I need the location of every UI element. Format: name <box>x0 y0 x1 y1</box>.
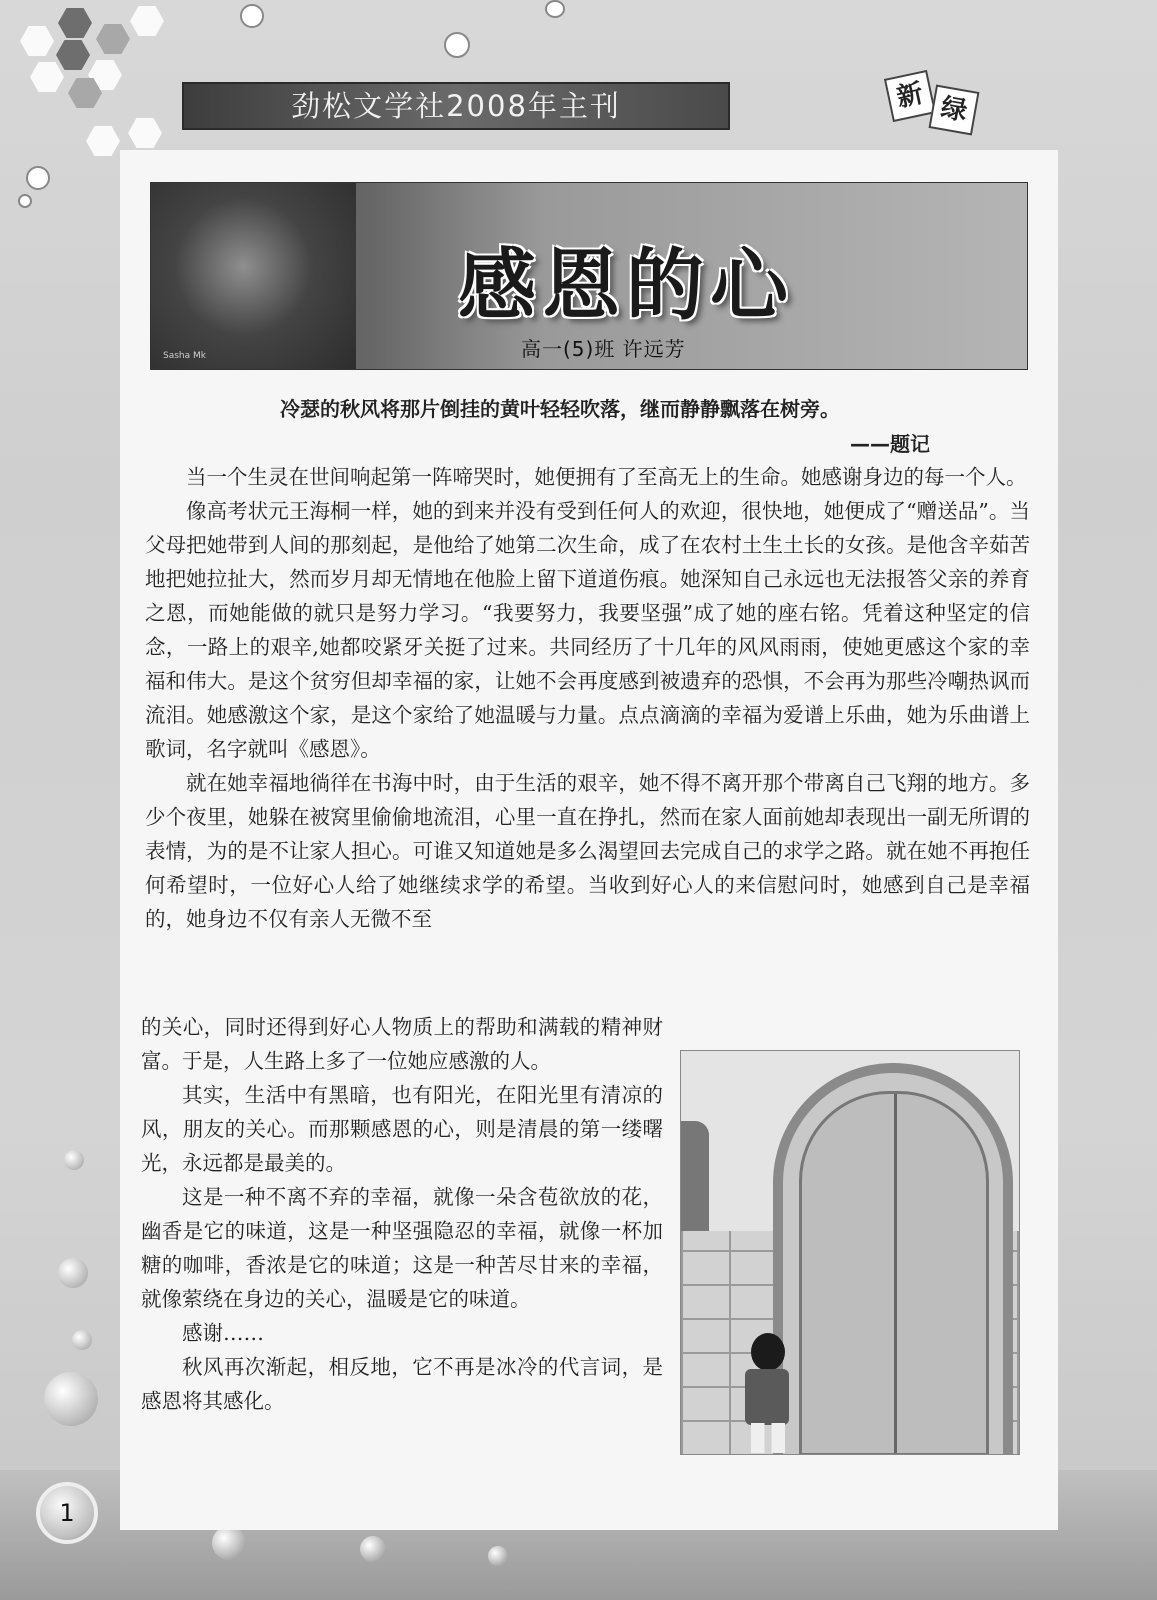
magazine-logo <box>888 74 980 136</box>
circle-decoration <box>545 0 565 18</box>
title-banner <box>150 182 1028 370</box>
photo-child <box>751 1333 785 1371</box>
paragraph: 就在她幸福地徜徉在书海中时，由于生活的艰辛，她不得不离开那个带离自己飞翔的地方。多少个夜里，她躲在被窝里偷偷地流泪，心里一直在挣扎，然而在家人面前她却表现出一副无所谓的表情，为的是不让家人担心。可谁又知道她是多么渴望回去完成自己的求学之路。就在她不再抱任何希望时，一位好心人给了她继续求学的希望。当收到好心人的来信慰问时，她感到自己是幸福的，她身边不仅有亲人无微不至 <box>145 771 1030 931</box>
masthead: 劲松文学社2008年主刊 <box>182 82 730 130</box>
paragraph: 当一个生灵在世间响起第一阵啼哭时，她便拥有了至高无上的生命。她感谢身边的每一个人。 <box>186 465 1027 489</box>
hex-decoration <box>130 6 164 36</box>
logo-char: 绿 <box>929 85 980 136</box>
hex-decoration <box>96 24 130 54</box>
hex-decoration <box>128 118 162 148</box>
photo-door <box>799 1091 989 1455</box>
photo-child-body <box>745 1369 789 1425</box>
hex-decoration <box>30 62 64 92</box>
circle-decoration <box>18 194 32 208</box>
bubble-decoration <box>64 1150 84 1170</box>
flower-image <box>151 183 356 369</box>
article-author: 高一(5)班 许远芳 <box>521 337 686 361</box>
hex-decoration <box>56 40 90 70</box>
article-title: 感恩的心 <box>457 241 794 331</box>
bubble-decoration <box>44 1372 98 1426</box>
bubble-decoration <box>72 1330 92 1350</box>
circle-decoration <box>240 4 264 28</box>
article-body <box>145 460 1030 936</box>
circle-decoration <box>26 166 50 190</box>
epigraph: 冷瑟的秋风将那片倒挂的黄叶轻轻吹落，继而静静飘落在树旁。 <box>280 397 840 421</box>
paragraph: 感谢…… <box>182 1321 264 1345</box>
child-door-photo <box>680 1050 1020 1455</box>
bubble-decoration <box>488 1546 508 1566</box>
logo-char: 新 <box>884 70 936 122</box>
paragraph: 这是一种不离不弃的幸福，就像一朵含苞欲放的花，幽香是它的味道，这是一种坚强隐忍的幸福，就像一杯加糖的咖啡，香浓是它的味道；这是一种苦尽甘来的幸福，就像萦绕在身边的关心，温暖是它的味道。 <box>141 1185 663 1311</box>
page-number: 1 <box>36 1482 98 1544</box>
hex-decoration <box>20 26 54 56</box>
photo-child-legs <box>751 1423 785 1453</box>
hex-decoration <box>86 126 120 156</box>
bubble-decoration <box>212 1526 246 1560</box>
image-credit: Sasha Mk <box>163 351 206 361</box>
paragraph: 秋风再次渐起，相反地，它不再是冰冷的代言词，是感恩将其感化。 <box>141 1355 663 1413</box>
bubble-decoration <box>360 1536 386 1562</box>
photo-window <box>681 1121 709 1231</box>
circle-decoration <box>444 32 470 58</box>
paragraph: 像高考状元王海桐一样，她的到来并没有受到任何人的欢迎，很快地，她便成了“赠送品”。当父母把她带到人间的那刻起，是他给了她第二次生命，成了在农村土生土长的女孩。是他含辛茹苦地把她拉扯大，然而岁月却无情地在他脸上留下道道伤痕。她深知自己永远也无法报答父亲的养育之恩，而她能做的就只是努力学习。“我要努力，我要坚强”成了她的座右铭。凭着这种坚定的信念，一路上的艰辛,她都咬紧牙关挺了过来。共同经历了十几年的风风雨雨，使她更感这个家的幸福和伟大。是这个贫穷但却幸福的家，让她不会再度感到被遗弃的恐惧，不会再为那些冷嘲热讽而流泪。她感激这个家，是这个家给了她温暖与力量。点点滴滴的幸福为爱谱上乐曲，她为乐曲谱上歌词，名字就叫《感恩》。 <box>145 499 1030 761</box>
hex-decoration <box>58 8 92 38</box>
paragraph: 的关心，同时还得到好心人物质上的帮助和满载的精神财富。于是，人生路上多了一位她应感激的人。 <box>141 1015 663 1073</box>
epigraph-sign: ——题记 <box>850 432 930 456</box>
paragraph: 其实，生活中有黑暗，也有阳光，在阳光里有清凉的风，朋友的关心。而那颗感恩的心，则是清晨的第一缕曙光，永远都是最美的。 <box>141 1083 663 1175</box>
bubble-decoration <box>58 1258 88 1288</box>
article-column <box>141 1010 663 1418</box>
